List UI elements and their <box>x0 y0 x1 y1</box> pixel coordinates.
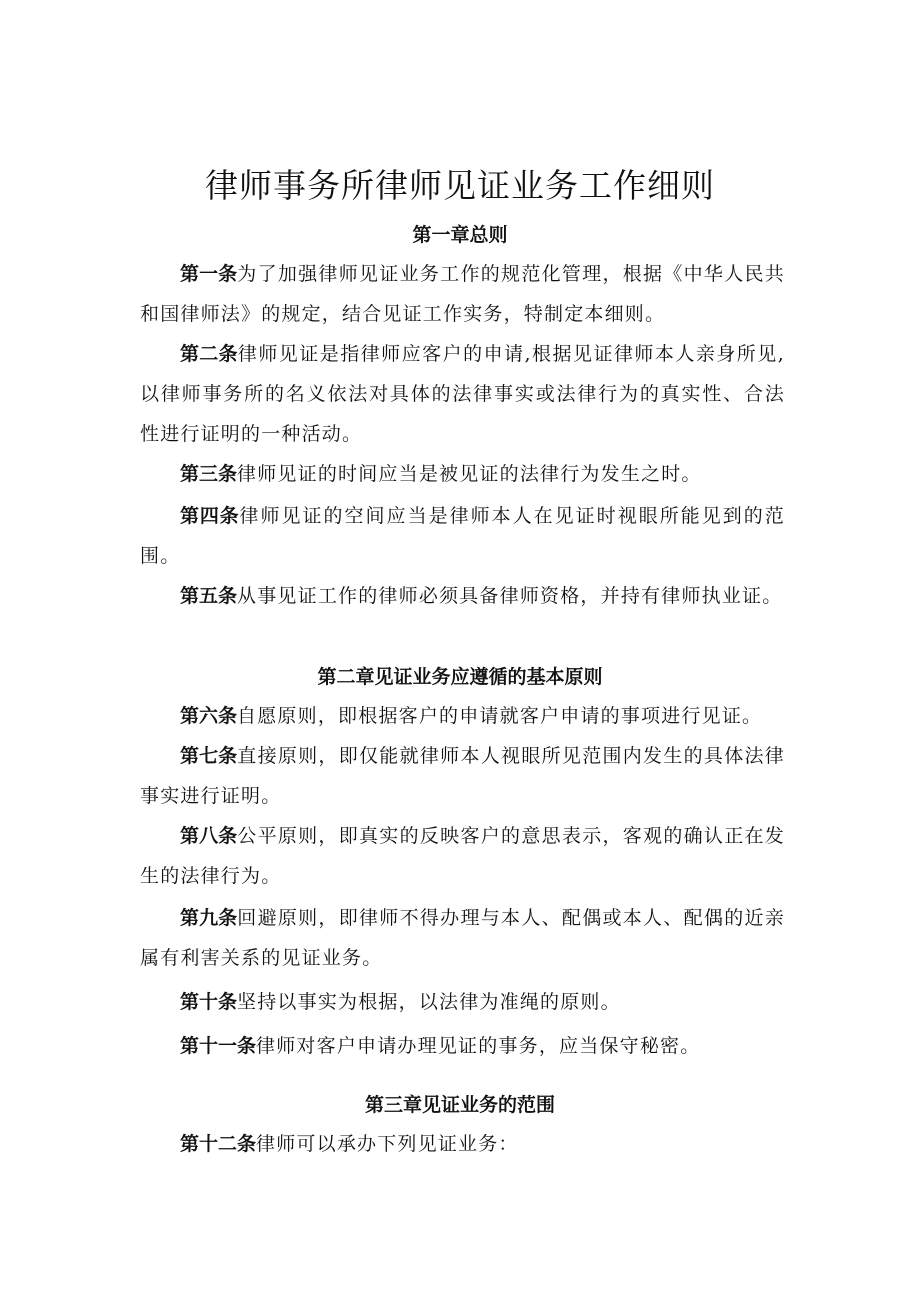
article-text: 自愿原则，即根据客户的申请就客户申请的事项进行见证。 <box>237 705 763 727</box>
article-label: 第七条 <box>180 745 238 767</box>
chapter-heading: 第一章总则 <box>412 224 508 246</box>
article-1 <box>140 254 785 334</box>
article-11 <box>140 1026 785 1066</box>
chapter-heading: 第三章见证业务的范围 <box>364 1094 555 1116</box>
article-label: 第二条 <box>180 343 238 365</box>
article-7 <box>140 736 785 816</box>
article-text: 律师见证的空间应当是律师本人在见证时视眼所能见到的范围。 <box>140 505 785 567</box>
article-text: 律师见证的时间应当是被见证的法律行为发生之时。 <box>237 463 702 485</box>
article-5 <box>140 576 800 616</box>
article-10 <box>140 982 785 1022</box>
article-label: 第十二条 <box>180 1133 257 1155</box>
article-label: 第四条 <box>180 505 240 527</box>
article-text: 律师可以承办下列见证业务： <box>256 1133 519 1155</box>
article-12 <box>140 1124 785 1164</box>
article-text: 公平原则，即真实的反映客户的意思表示，客观的确认正在发生的法律行为。 <box>140 825 785 887</box>
article-4 <box>140 496 785 576</box>
article-label: 第十条 <box>180 991 238 1013</box>
article-label: 第八条 <box>180 825 238 847</box>
article-6 <box>140 696 785 736</box>
article-8 <box>140 816 785 896</box>
document-title: 律师事务所律师见证业务工作细则 <box>205 166 715 206</box>
article-label: 第九条 <box>180 907 238 929</box>
article-label: 第三条 <box>180 463 238 485</box>
article-text: 律师对客户申请办理见证的事务，应当保守秘密。 <box>256 1035 701 1057</box>
article-label: 第一条 <box>180 263 238 285</box>
chapter-heading: 第二章见证业务应遵循的基本原则 <box>317 666 603 688</box>
article-3 <box>140 454 785 494</box>
article-2 <box>140 334 785 454</box>
article-9 <box>140 898 785 978</box>
article-text: 律师见证是指律师应客户的申请,根据见证律师本人亲身所见,以律师事务所的名义依法对具体的法律事实或法律行为的真实性、合法性进行证明的一种活动。 <box>140 343 785 445</box>
article-label: 第六条 <box>180 705 238 727</box>
article-text: 回避原则，即律师不得办理与本人、配偶或本人、配偶的近亲属有利害关系的见证业务。 <box>140 907 785 969</box>
article-text: 直接原则，即仅能就律师本人视眼所见范围内发生的具体法律事实进行证明。 <box>140 745 785 807</box>
article-text: 为了加强律师见证业务工作的规范化管理，根据《中华人民共和国律师法》的规定，结合见证工作实务，特制定本细则。 <box>140 263 785 325</box>
article-label: 第十一条 <box>180 1035 257 1057</box>
article-text: 坚持以事实为根据，以法律为准绳的原则。 <box>237 991 621 1013</box>
article-text: 从事见证工作的律师必须具备律师资格，并持有律师执业证。 <box>237 585 783 607</box>
article-label: 第五条 <box>180 585 238 607</box>
